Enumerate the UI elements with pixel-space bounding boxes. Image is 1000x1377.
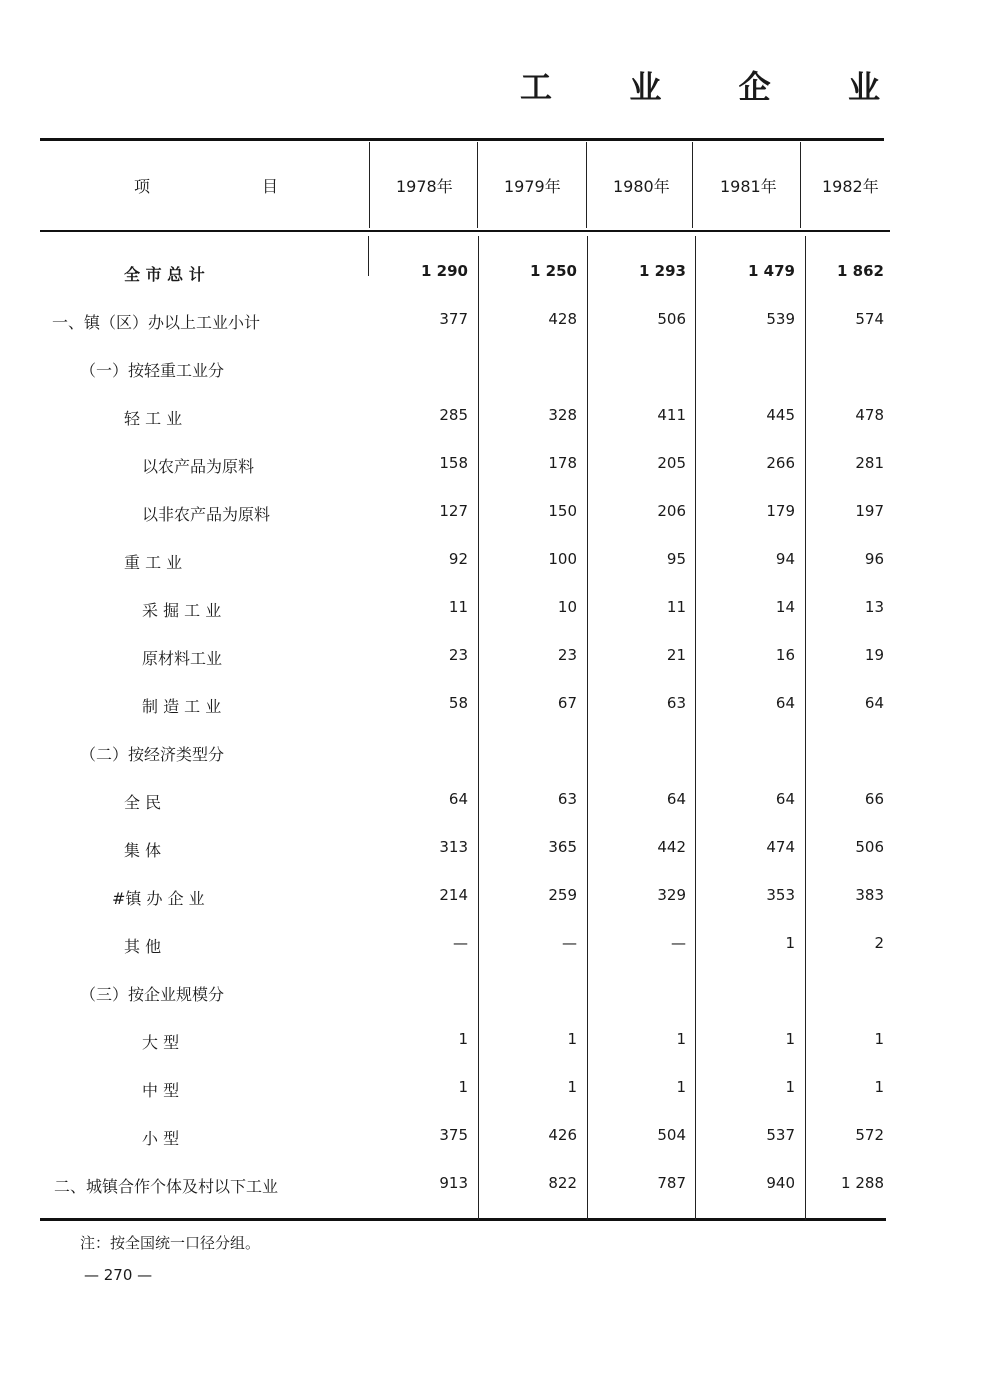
cell-value: 442 bbox=[657, 838, 686, 856]
cell-value: 383 bbox=[855, 886, 884, 904]
cell-value: 365 bbox=[548, 838, 577, 856]
cell-value: 100 bbox=[548, 550, 577, 568]
cell-value: 1 bbox=[785, 1030, 795, 1048]
cell-value: 411 bbox=[657, 406, 686, 424]
table-row bbox=[0, 742, 1000, 772]
table-row bbox=[0, 358, 1000, 388]
cell-value: 64 bbox=[448, 790, 468, 808]
cell-value: 574 bbox=[855, 310, 884, 328]
cell-value: 127 bbox=[439, 502, 468, 520]
cell-value: 1 bbox=[458, 1078, 468, 1096]
cell-value: 259 bbox=[548, 886, 577, 904]
table-row bbox=[0, 406, 1000, 436]
row-label: 其 他 bbox=[124, 937, 162, 956]
header-year: 1978年 bbox=[396, 177, 453, 196]
header-item-label: 项 bbox=[134, 177, 151, 196]
cell-value: 64 bbox=[666, 790, 686, 808]
cell-value: 328 bbox=[548, 406, 577, 424]
table-row bbox=[0, 1030, 1000, 1060]
table-row bbox=[0, 790, 1000, 820]
column-divider bbox=[692, 142, 693, 228]
table-header-rule bbox=[40, 230, 890, 232]
cell-value: 205 bbox=[657, 454, 686, 472]
cell-value: 158 bbox=[439, 454, 468, 472]
cell-value: 1 bbox=[458, 1030, 468, 1048]
row-label: 大 型 bbox=[142, 1033, 180, 1052]
cell-value: 1 288 bbox=[841, 1174, 884, 1192]
cell-value: 63 bbox=[557, 790, 577, 808]
cell-value: 313 bbox=[439, 838, 468, 856]
cell-value: — bbox=[562, 934, 577, 952]
cell-value: 94 bbox=[775, 550, 795, 568]
table-bottom-rule bbox=[40, 1218, 886, 1221]
column-divider bbox=[586, 142, 587, 228]
cell-value: 1 bbox=[676, 1078, 686, 1096]
table-top-rule bbox=[40, 138, 884, 141]
cell-value: 1 bbox=[567, 1078, 577, 1096]
cell-value: 572 bbox=[855, 1126, 884, 1144]
row-label: 全 市 总 计 bbox=[124, 265, 205, 284]
cell-value: — bbox=[671, 934, 686, 952]
row-label: 集 体 bbox=[124, 841, 162, 860]
cell-value: 96 bbox=[864, 550, 884, 568]
cell-value: 23 bbox=[557, 646, 577, 664]
cell-value: 150 bbox=[548, 502, 577, 520]
cell-value: 504 bbox=[657, 1126, 686, 1144]
cell-value: 19 bbox=[864, 646, 884, 664]
cell-value: 445 bbox=[766, 406, 795, 424]
cell-value: 1 293 bbox=[639, 262, 686, 280]
table-row bbox=[0, 310, 1000, 340]
cell-value: 21 bbox=[666, 646, 686, 664]
header-year: 1982年 bbox=[822, 177, 879, 196]
cell-value: 281 bbox=[855, 454, 884, 472]
cell-value: 285 bbox=[439, 406, 468, 424]
row-label: 制 造 工 业 bbox=[142, 697, 222, 716]
cell-value: 64 bbox=[775, 790, 795, 808]
cell-value: 14 bbox=[775, 598, 795, 616]
cell-value: 64 bbox=[864, 694, 884, 712]
row-label: 一、镇（区）办以上工业小计 bbox=[52, 313, 261, 332]
cell-value: 266 bbox=[766, 454, 795, 472]
table-row bbox=[0, 1174, 1000, 1204]
cell-value: 214 bbox=[439, 886, 468, 904]
header-year: 1980年 bbox=[613, 177, 670, 196]
cell-value: 329 bbox=[657, 886, 686, 904]
table-row bbox=[0, 886, 1000, 916]
cell-value: — bbox=[453, 934, 468, 952]
cell-value: 58 bbox=[448, 694, 468, 712]
cell-value: 474 bbox=[766, 838, 795, 856]
cell-value: 13 bbox=[864, 598, 884, 616]
cell-value: 940 bbox=[766, 1174, 795, 1192]
cell-value: 1 862 bbox=[837, 262, 884, 280]
cell-value: 92 bbox=[448, 550, 468, 568]
cell-value: 10 bbox=[557, 598, 577, 616]
row-label: 以农产品为原料 bbox=[142, 457, 255, 476]
cell-value: 428 bbox=[548, 310, 577, 328]
cell-value: 1 bbox=[567, 1030, 577, 1048]
column-divider bbox=[477, 142, 478, 228]
page-number: — 270 — bbox=[84, 1266, 153, 1284]
table-row bbox=[0, 838, 1000, 868]
cell-value: 539 bbox=[766, 310, 795, 328]
cell-value: 1 bbox=[676, 1030, 686, 1048]
cell-value: 66 bbox=[864, 790, 884, 808]
table-row bbox=[0, 502, 1000, 532]
cell-value: 1 bbox=[785, 1078, 795, 1096]
table-row bbox=[0, 646, 1000, 676]
title-char: 企 bbox=[738, 68, 771, 106]
cell-value: 377 bbox=[439, 310, 468, 328]
cell-value: 1 290 bbox=[421, 262, 468, 280]
cell-value: 537 bbox=[766, 1126, 795, 1144]
row-label: #镇 办 企 业 bbox=[112, 889, 205, 908]
title-char: 业 bbox=[629, 68, 662, 106]
row-label: 轻 工 业 bbox=[124, 409, 183, 428]
row-label: 中 型 bbox=[142, 1081, 180, 1100]
cell-value: 23 bbox=[448, 646, 468, 664]
table-row bbox=[0, 262, 1000, 292]
row-label: （三）按企业规模分 bbox=[80, 985, 225, 1004]
cell-value: 206 bbox=[657, 502, 686, 520]
row-label: 全 民 bbox=[124, 793, 162, 812]
cell-value: 2 bbox=[874, 934, 884, 952]
row-label: 原材料工业 bbox=[142, 649, 223, 668]
table-row bbox=[0, 934, 1000, 964]
row-label: 采 掘 工 业 bbox=[142, 601, 222, 620]
table-row bbox=[0, 694, 1000, 724]
cell-value: 506 bbox=[855, 838, 884, 856]
footnote: 注：按全国统一口径分组。 bbox=[80, 1234, 261, 1252]
cell-value: 67 bbox=[557, 694, 577, 712]
column-divider bbox=[369, 142, 370, 228]
cell-value: 1 479 bbox=[748, 262, 795, 280]
table-row bbox=[0, 1078, 1000, 1108]
cell-value: 1 250 bbox=[530, 262, 577, 280]
cell-value: 11 bbox=[448, 598, 468, 616]
cell-value: 375 bbox=[439, 1126, 468, 1144]
row-label: 重 工 业 bbox=[124, 553, 183, 572]
column-divider bbox=[800, 142, 801, 228]
cell-value: 179 bbox=[766, 502, 795, 520]
cell-value: 1 bbox=[874, 1078, 884, 1096]
title-char: 工 bbox=[520, 68, 553, 106]
cell-value: 11 bbox=[666, 598, 686, 616]
cell-value: 178 bbox=[548, 454, 577, 472]
cell-value: 197 bbox=[855, 502, 884, 520]
row-label: （一）按轻重工业分 bbox=[80, 361, 225, 380]
header-item-label: 目 bbox=[262, 177, 279, 196]
table-row bbox=[0, 982, 1000, 1012]
row-label: 二、城镇合作个体及村以下工业 bbox=[54, 1177, 279, 1196]
cell-value: 63 bbox=[666, 694, 686, 712]
cell-value: 16 bbox=[775, 646, 795, 664]
page-title bbox=[520, 62, 880, 108]
row-label: 以非农产品为原料 bbox=[142, 505, 271, 524]
cell-value: 1 bbox=[874, 1030, 884, 1048]
header-year: 1981年 bbox=[720, 177, 777, 196]
cell-value: 787 bbox=[657, 1174, 686, 1192]
cell-value: 426 bbox=[548, 1126, 577, 1144]
row-label: （二）按经济类型分 bbox=[80, 745, 225, 764]
table-row bbox=[0, 550, 1000, 580]
table-row bbox=[0, 454, 1000, 484]
table-row bbox=[0, 598, 1000, 628]
table-row bbox=[0, 1126, 1000, 1156]
cell-value: 1 bbox=[785, 934, 795, 952]
cell-value: 95 bbox=[666, 550, 686, 568]
cell-value: 506 bbox=[657, 310, 686, 328]
row-label: 小 型 bbox=[142, 1129, 180, 1148]
cell-value: 64 bbox=[775, 694, 795, 712]
cell-value: 478 bbox=[855, 406, 884, 424]
header-year: 1979年 bbox=[504, 177, 561, 196]
cell-value: 822 bbox=[548, 1174, 577, 1192]
title-char: 业 bbox=[847, 68, 880, 106]
cell-value: 913 bbox=[439, 1174, 468, 1192]
cell-value: 353 bbox=[766, 886, 795, 904]
